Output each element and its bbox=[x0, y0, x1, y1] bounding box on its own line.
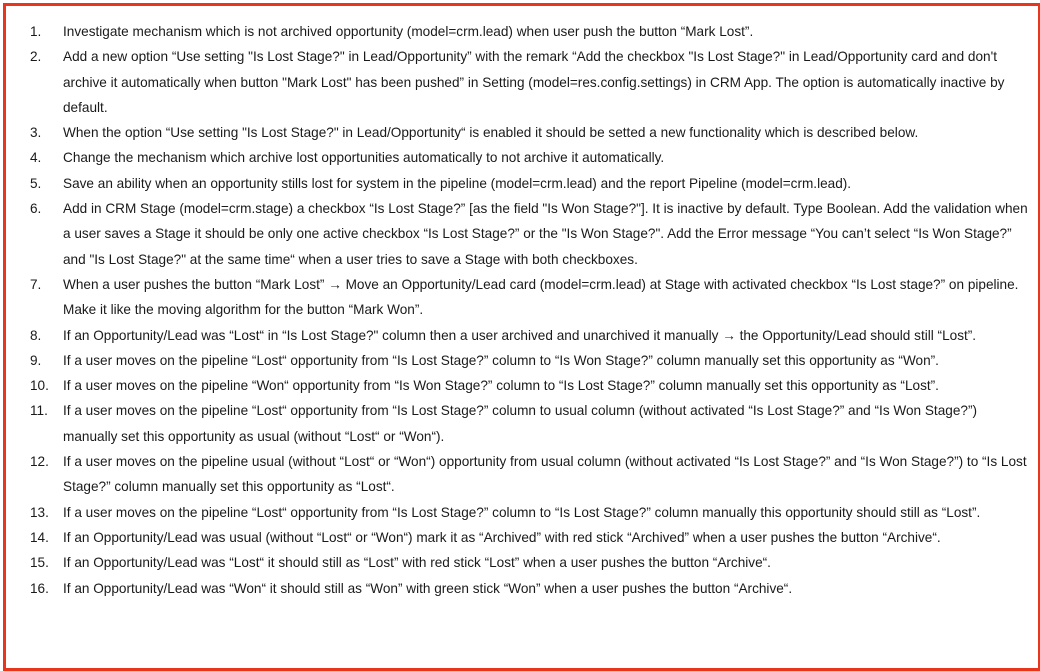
list-item bbox=[6, 348, 1038, 373]
list-item bbox=[6, 323, 1038, 348]
item-number: 9. bbox=[30, 352, 42, 368]
item-text: Save an ability when an opportunity stills lost for system in the pipeline (model=crm.lead) and the report Pipeline (model=crm.lead). bbox=[63, 175, 852, 191]
item-text: If an Opportunity/Lead was “Lost“ it should still as “Lost” with red stick “Lost” when a user pushes the button “Archive“. bbox=[63, 555, 771, 571]
item-text: If a user moves on the pipeline “Lost“ opportunity from “Is Lost Stage?” column to usual column (without activated “Is Lost Stage?” and “Is Won Stage?”) manually set this opportunity as usual (without “Lost“ or “Won“). bbox=[63, 403, 978, 444]
item-text: Investigate mechanism which is not archived opportunity (model=crm.lead) when user push the button “Mark Lost”. bbox=[63, 24, 754, 39]
list-item bbox=[6, 171, 1038, 196]
item-number: 11. bbox=[30, 403, 48, 419]
item-number: 5. bbox=[30, 175, 42, 191]
item-text: If a user moves on the pipeline “Lost“ opportunity from “Is Lost Stage?” column to “Is Lost Stage?” column manually this opportunity should still as “Lost”. bbox=[63, 504, 981, 520]
item-number: 15. bbox=[30, 555, 49, 571]
item-text: Change the mechanism which archive lost opportunities automatically to not archive it automatically. bbox=[63, 150, 665, 166]
item-number: 13. bbox=[30, 504, 49, 520]
item-text: If an Opportunity/Lead was usual (without “Lost“ or “Won“) mark it as “Archived” with red stick “Archived” when a user pushes the button “Archive“. bbox=[63, 529, 941, 545]
list-item bbox=[6, 398, 1038, 449]
list-item bbox=[6, 120, 1038, 145]
requirements-list bbox=[6, 19, 1038, 601]
list-item bbox=[6, 272, 1038, 323]
item-text: If a user moves on the pipeline “Lost“ opportunity from “Is Lost Stage?” column to “Is Won Stage?” column manually set this opportunity as “Won”. bbox=[63, 352, 939, 368]
requirements-frame bbox=[3, 3, 1040, 671]
list-item bbox=[6, 373, 1038, 398]
item-text: If an Opportunity/Lead was “Won“ it should still as “Won” with green stick “Won” when a user pushes the button “Archive“. bbox=[63, 580, 793, 596]
item-number: 2. bbox=[30, 49, 42, 65]
item-number: 16. bbox=[30, 580, 49, 596]
item-text: When the option “Use setting "Is Lost Stage?" in Lead/Opportunity“ is enabled it should be setted a new functionality which is described below. bbox=[63, 125, 919, 141]
list-item bbox=[6, 576, 1038, 601]
item-text: When a user pushes the button “Mark Lost” → Move an Opportunity/Lead card (model=crm.lead) at Stage with activated checkbox “Is Lost stage?” on pipeline. Make it like the moving algorithm for the button “Mark Won”. bbox=[63, 276, 1019, 318]
item-number: 8. bbox=[30, 327, 42, 343]
item-text: If an Opportunity/Lead was “Lost“ in “Is Lost Stage?" column then a user archived and unarchived it manually → the Opportunity/Lead should still “Lost”. bbox=[63, 327, 977, 343]
item-number: 12. bbox=[30, 454, 49, 470]
list-item bbox=[6, 19, 1038, 44]
list-item bbox=[6, 550, 1038, 575]
list-item bbox=[6, 449, 1038, 500]
item-number: 1. bbox=[30, 24, 42, 39]
list-item bbox=[6, 525, 1038, 550]
item-number: 7. bbox=[30, 276, 42, 292]
item-text: If a user moves on the pipeline “Won“ opportunity from “Is Won Stage?” column to “Is Lost Stage?” column manually set this opportunity as “Lost”. bbox=[63, 378, 939, 394]
item-text: Add in CRM Stage (model=crm.stage) a checkbox “Is Lost Stage?” [as the field "Is Won Stage?"]. It is inactive by default. Type Boolean. Add the validation when a user saves a Stage it should be only one active checkbox “Is Lost Stage?” or the "Is Won Stage?". Add the Error message “You can’t select “Is Won Stage?” and "Is Lost Stage?" at the same time“ when a user tries to save a Stage with both checkboxes. bbox=[63, 201, 1028, 267]
list-item bbox=[6, 44, 1038, 120]
list-item bbox=[6, 196, 1038, 272]
item-text: If a user moves on the pipeline usual (without “Lost“ or “Won“) opportunity from usual column (without activated “Is Lost Stage?” and “Is Won Stage?”) to “Is Lost Stage?” column manually set this opportunity as “Lost“. bbox=[63, 454, 1027, 495]
item-number: 4. bbox=[30, 150, 42, 166]
item-number: 6. bbox=[30, 201, 42, 217]
item-text: Add a new option “Use setting "Is Lost Stage?" in Lead/Opportunity” with the remark “Add the checkbox "Is Lost Stage?" in Lead/Opportunity card and don't archive it automatically when button "Mark Lost" has been pushed” in Setting (model=res.config.settings) in CRM App. The option is automatically inactive by default. bbox=[63, 49, 1005, 115]
item-number: 10. bbox=[30, 378, 49, 394]
list-item bbox=[6, 145, 1038, 170]
item-number: 14. bbox=[30, 529, 49, 545]
item-number: 3. bbox=[30, 125, 42, 141]
list-item bbox=[6, 500, 1038, 525]
